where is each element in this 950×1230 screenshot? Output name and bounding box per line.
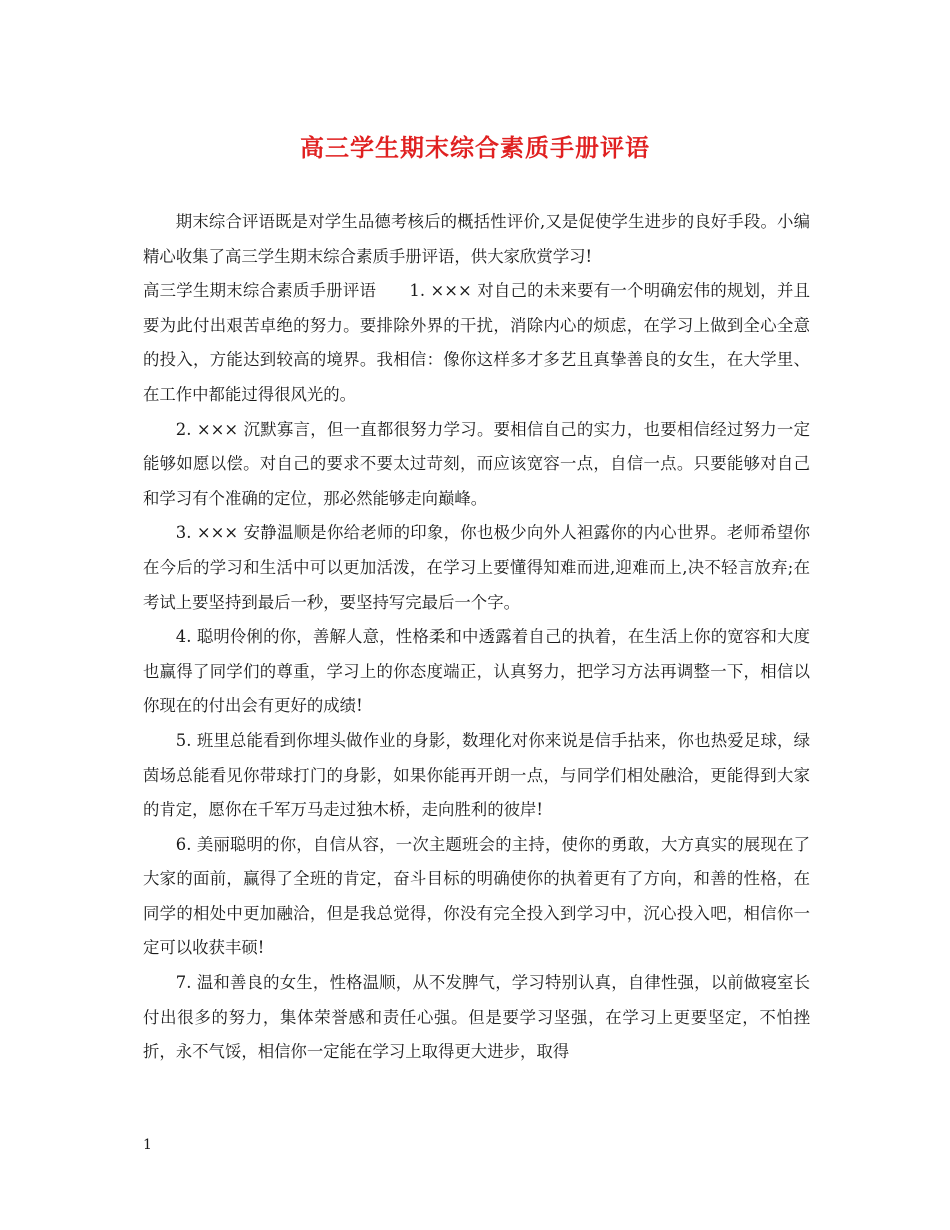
- intro-paragraph: 期末综合评语既是对学生品德考核后的概括性评价,又是促使学生进步的良好手段。小编精心收集了高三学生期末综合素质手册评语，供大家欣赏学习!: [143, 212, 810, 266]
- comment-paragraph-3: 3. ××× 安静温顺是你给老师的印象，你也极少向外人袒露你的内心世界。老师希望你在今后的学习和生活中可以更加活泼，在学习上要懂得知难而进,迎难而上,决不轻言放弃;在考试上要坚持到最后一秒，要坚持写完最后一个字。: [143, 523, 810, 612]
- page-number: 1: [143, 1137, 152, 1153]
- comment-paragraph-2: 2. ××× 沉默寡言，但一直都很努力学习。要相信自己的实力，也要相信经过努力一定能够如愿以偿。对自己的要求不要太过苛刻，而应该宽容一点，自信一点。只要能够对自己和学习有个准确的定位，那必然能够走向巅峰。: [143, 419, 810, 508]
- comment-paragraph-6: 6. 美丽聪明的你，自信从容，一次主题班会的主持，使你的勇敢，大方真实的展现在了大家的面前，赢得了全班的肯定，奋斗目标的明确使你的执着更有了方向，和善的性格，在同学的相处中更加融洽，但是我总觉得，你没有完全投入到学习中，沉心投入吧，相信你一定可以收获丰硕!: [143, 834, 810, 958]
- document-title: 高三学生期末综合素质手册评语: [300, 133, 650, 162]
- comment-paragraph-4: 4. 聪明伶俐的你，善解人意，性格柔和中透露着自己的执着，在生活上你的宽容和大度也赢得了同学们的尊重，学习上的你态度端正，认真努力，把学习方法再调整一下，相信以你现在的付出会有更好的成绩!: [143, 627, 810, 716]
- document-body: [143, 205, 810, 1070]
- comment-paragraph-5: 5. 班里总能看到你埋头做作业的身影，数理化对你来说是信手拈来，你也热爱足球，绿茵场总能看见你带球打门的身影，如果你能再开朗一点，与同学们相处融洽，更能得到大家的肯定，愿你在千军万马走过独木桥，走向胜利的彼岸!: [143, 730, 810, 820]
- comment-paragraph-1: 高三学生期末综合素质手册评语 1. ××× 对自己的未来要有一个明确宏伟的规划，并且要为此付出艰苦卓绝的努力。要排除外界的干扰，消除内心的烦虑，在学习上做到全心全意的投入，方能达到较高的境界。我相信：像你这样多才多艺且真挚善良的女生，在大学里、在工作中都能过得很风光的。: [143, 281, 810, 404]
- comment-paragraph-7: 7. 温和善良的女生，性格温顺，从不发脾气，学习特别认真，自律性强，以前做寝室长付出很多的努力，集体荣誉感和责任心强。但是要学习坚强，在学习上更要坚定，不怕挫折，永不气馁，相信你一定能在学习上取得更大进步，取得: [143, 973, 810, 1062]
